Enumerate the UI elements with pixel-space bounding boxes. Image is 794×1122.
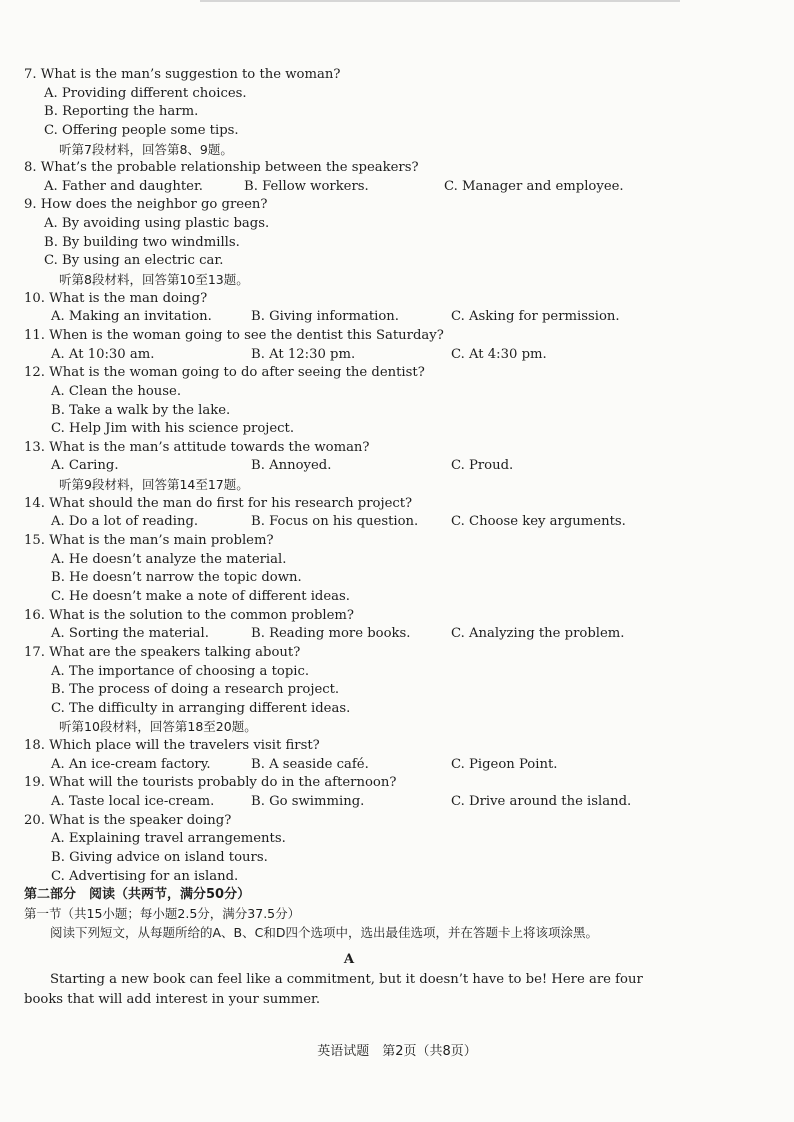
- question-15-option-c: C. He doesn’t make a note of different ideas.: [51, 588, 350, 604]
- question-15-option-b: B. He doesn’t narrow the topic down.: [51, 570, 302, 586]
- question-8-option-a: A. Father and daughter.: [44, 178, 203, 194]
- question-11-option-a: A. At 10:30 am.: [51, 346, 155, 362]
- passage-label: A: [343, 952, 355, 968]
- listening-instruction: 听第9段材料，回答第14至17题。: [59, 477, 249, 493]
- question-18-option-c: C. Pigeon Point.: [451, 756, 558, 772]
- question-18-option-a: A. An ice-cream factory.: [51, 756, 211, 772]
- question-20-option-b: B. Giving advice on island tours.: [51, 849, 268, 865]
- question-9-option-a: A. By avoiding using plastic bags.: [44, 216, 270, 232]
- question-11-option-c: C. At 4:30 pm.: [451, 346, 547, 362]
- passage-a-intro: Starting a new book can feel like a commitment, but it doesn’t have to be! Here are four books that will add interest in your summer.: [24, 972, 643, 1007]
- question-7-stem: 7. What is the man’s suggestion to the woman?: [24, 67, 341, 82]
- question-10-options: [24, 308, 674, 327]
- question-10-option-b: B. Giving information.: [251, 309, 399, 325]
- question-8-stem: 8. What’s the probable relationship between the speakers?: [24, 160, 419, 176]
- question-19-options: [24, 793, 674, 812]
- question-14-stem: 14. What should the man do first for his research project?: [24, 495, 413, 511]
- question-10-option-a: A. Making an invitation.: [51, 309, 212, 325]
- question-14-options: [24, 513, 674, 532]
- question-12-option-b: B. Take a walk by the lake.: [51, 402, 231, 418]
- question-13-options: [24, 457, 674, 476]
- question-16-option-b: B. Reading more books.: [251, 626, 411, 642]
- question-7-option-c: C. Offering people some tips.: [44, 122, 239, 138]
- question-17-option-c: C. The difficulty in arranging different ideas.: [51, 700, 351, 716]
- question-8-options: [24, 178, 674, 197]
- question-7-option-b: B. Reporting the harm.: [44, 104, 199, 120]
- question-19-stem: 19. What will the tourists probably do in the afternoon?: [24, 775, 397, 791]
- question-9-option-b: B. By building two windmills.: [44, 234, 240, 250]
- question-7-option-a: A. Providing different choices.: [44, 85, 247, 101]
- question-18-option-b: B. A seaside café.: [251, 756, 369, 772]
- question-13-option-a: A. Caring.: [51, 458, 119, 474]
- question-10-option-c: C. Asking for permission.: [451, 309, 620, 325]
- exam-page-content: [24, 66, 674, 1009]
- question-10-stem: 10. What is the man doing?: [24, 290, 208, 306]
- top-edge-line: [200, 0, 680, 2]
- question-17-option-a: A. The importance of choosing a topic.: [51, 663, 310, 679]
- question-20-option-c: C. Advertising for an island.: [51, 868, 239, 884]
- question-9-option-c: C. By using an electric car.: [44, 253, 224, 269]
- question-15-option-a: A. He doesn’t analyze the material.: [51, 551, 287, 567]
- question-14-option-b: B. Focus on his question.: [251, 514, 419, 530]
- question-20-stem: 20. What is the speaker doing?: [24, 812, 232, 828]
- listening-instruction: 听第7段材料，回答第8、9题。: [59, 141, 233, 157]
- question-17-option-b: B. The process of doing a research project.: [51, 682, 340, 698]
- question-13-option-c: C. Proud.: [451, 458, 514, 474]
- question-16-option-c: C. Analyzing the problem.: [451, 626, 625, 642]
- question-19-option-b: B. Go swimming.: [251, 793, 365, 809]
- question-16-option-a: A. Sorting the material.: [51, 626, 209, 642]
- question-13-option-b: B. Annoyed.: [251, 458, 332, 474]
- question-19-option-a: A. Taste local ice-cream.: [51, 793, 215, 809]
- question-11-option-b: B. At 12:30 pm.: [251, 346, 356, 362]
- question-18-options: [24, 756, 674, 775]
- question-8-option-b: B. Fellow workers.: [244, 178, 369, 194]
- question-11-options: [24, 346, 674, 365]
- question-8-option-c: C. Manager and employee.: [444, 178, 624, 194]
- question-18-stem: 18. Which place will the travelers visit first?: [24, 738, 320, 754]
- section-2-subtitle: 第一节（共15小题；每小题2.5分，满分37.5分）: [24, 905, 301, 921]
- question-11-stem: 11. When is the woman going to see the dentist this Saturday?: [24, 327, 444, 343]
- page-footer: 英语试题 第2页（共8页）: [317, 1044, 477, 1059]
- question-12-stem: 12. What is the woman going to do after seeing the dentist?: [24, 365, 425, 381]
- listening-instruction: 听第8段材料，回答第10至13题。: [59, 272, 249, 288]
- question-19-option-c: C. Drive around the island.: [451, 793, 632, 809]
- question-14-option-a: A. Do a lot of reading.: [51, 514, 199, 530]
- question-9-stem: 9. How does the neighbor go green?: [24, 197, 268, 213]
- question-15-stem: 15. What is the man’s main problem?: [24, 533, 274, 549]
- question-20-option-a: A. Explaining travel arrangements.: [51, 831, 286, 847]
- question-14-option-c: C. Choose key arguments.: [451, 514, 626, 530]
- question-16-stem: 16. What is the solution to the common problem?: [24, 607, 354, 623]
- question-13-stem: 13. What is the man’s attitude towards the woman?: [24, 439, 370, 455]
- reading-directions: 阅读下列短文，从每题所给的A、B、C和D四个选项中，选出最佳选项，并在答题卡上将该项涂黑。: [50, 925, 598, 941]
- question-12-option-c: C. Help Jim with his science project.: [51, 421, 295, 437]
- question-16-options: [24, 625, 674, 644]
- question-12-option-a: A. Clean the house.: [51, 383, 182, 399]
- listening-instruction: 听第10段材料，回答第18至20题。: [59, 719, 257, 735]
- section-2-title: 第二部分 阅读（共两节，满分50分）: [24, 887, 251, 903]
- question-17-stem: 17. What are the speakers talking about?: [24, 644, 301, 660]
